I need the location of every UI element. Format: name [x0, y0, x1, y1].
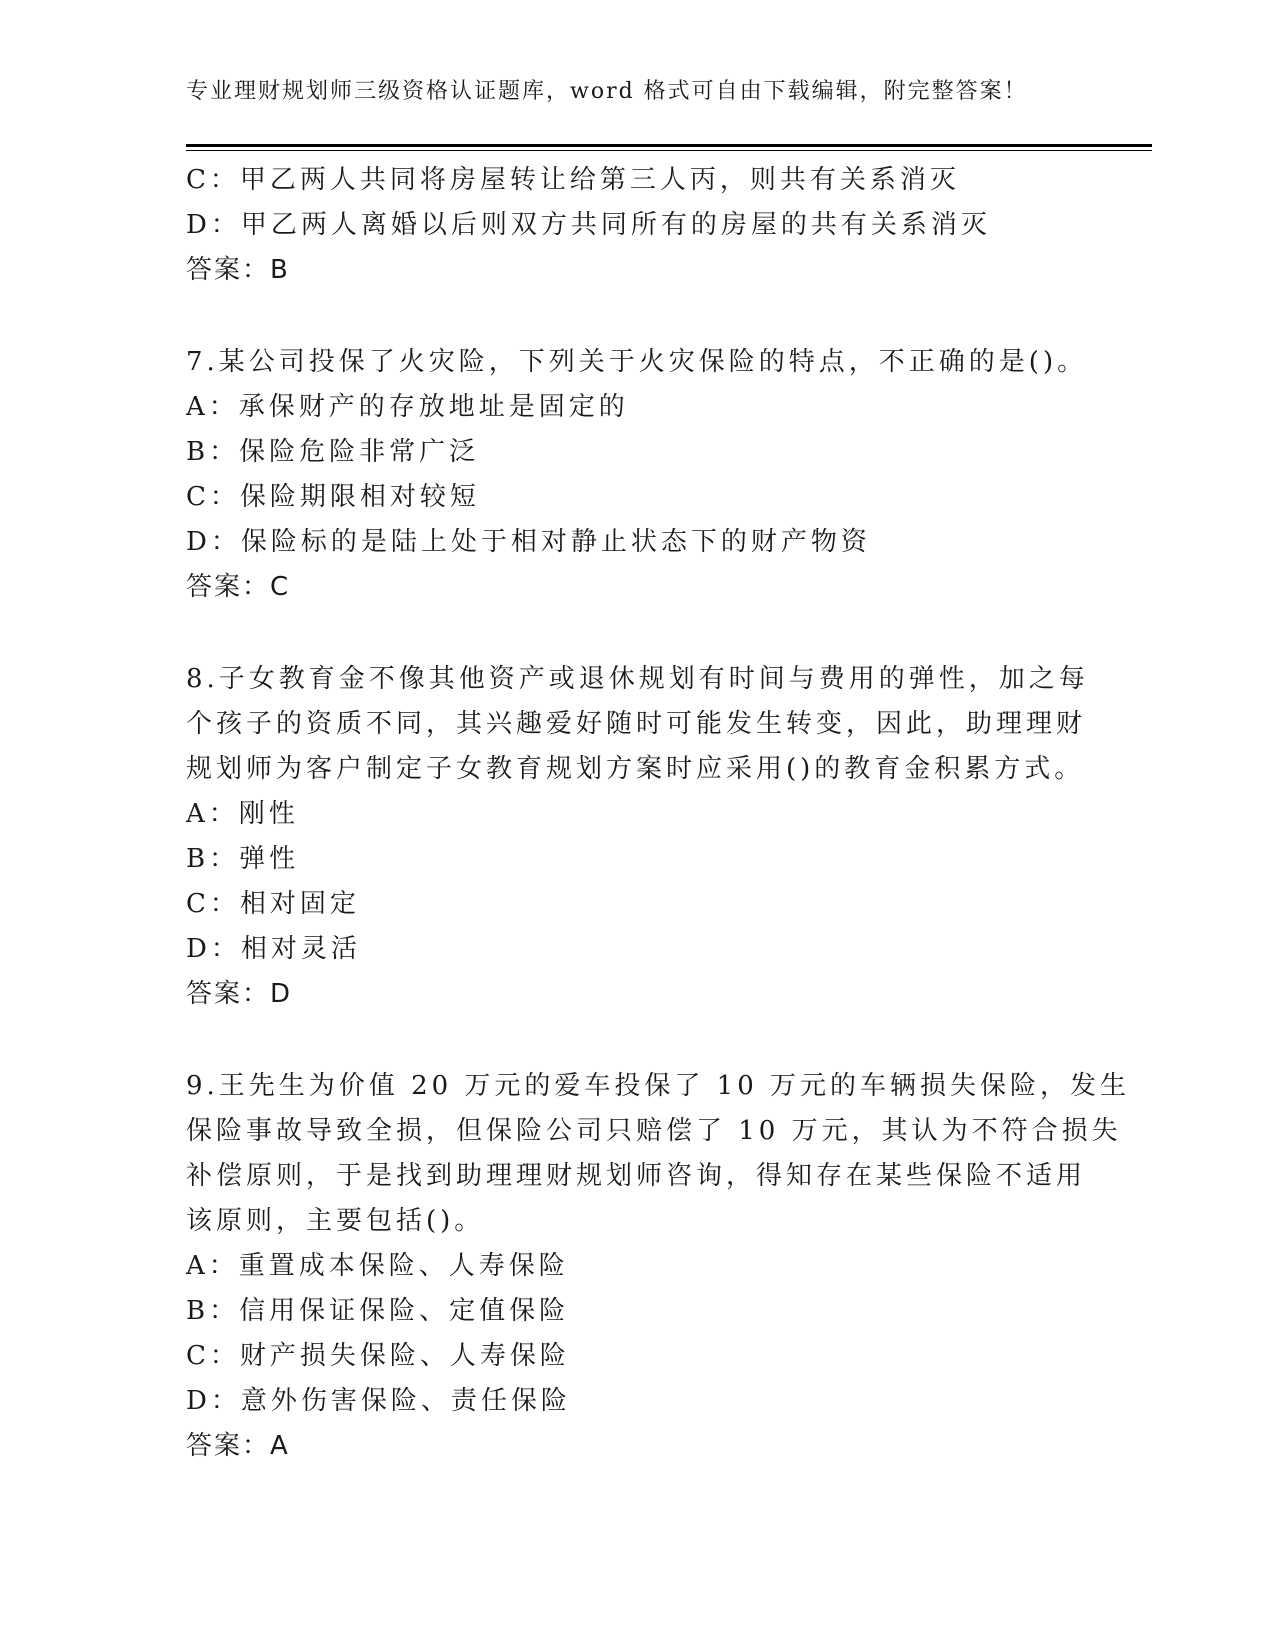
option-a: A：重置成本保险、人寿保险 — [186, 1251, 569, 1281]
option-a: A：刚性 — [186, 799, 299, 829]
option-c: C：财产损失保险、人寿保险 — [186, 1341, 570, 1371]
option-c: C：甲乙两人共同将房屋转让给第三人丙，则共有关系消灭 — [186, 165, 960, 195]
answer-line: 答案：C — [186, 572, 291, 602]
spacer — [186, 1017, 1086, 1064]
page-header: 专业理财规划师三级资格认证题库，word 格式可自由下载编辑，附完整答案！ — [186, 79, 1028, 104]
question-stem: 7.某公司投保了火灾险，下列关于火灾保险的特点，不正确的是()。 — [186, 347, 1088, 377]
question-stem: 保险事故导致全损，但保险公司只赔偿了 10 万元，其认为不符合损失 — [186, 1116, 1122, 1146]
spacer — [186, 610, 1086, 657]
option-a: A：承保财产的存放地址是固定的 — [186, 392, 629, 422]
spacer — [186, 293, 1086, 340]
header-rule-thin — [186, 150, 1152, 151]
option-b: B：弹性 — [186, 844, 300, 874]
question-stem: 个孩子的资质不同，其兴趣爱好随时可能发生转变，因此，助理理财 — [186, 709, 1087, 739]
option-c: C：相对固定 — [186, 889, 360, 919]
option-d: D：相对灵活 — [186, 934, 361, 964]
question-7-block — [186, 340, 1086, 610]
option-d: D：意外伤害保险、责任保险 — [186, 1386, 571, 1416]
question-stem: 8.子女教育金不像其他资产或退休规划有时间与费用的弹性，加之每 — [186, 664, 1089, 694]
option-d: D：甲乙两人离婚以后则双方共同所有的房屋的共有关系消灭 — [186, 210, 991, 240]
question-stem: 规划师为客户制定子女教育规划方案时应采用()的教育金积累方式。 — [186, 754, 1085, 784]
header-rule-thick — [186, 144, 1152, 147]
question-9-block — [186, 1064, 1131, 1469]
question-8-block — [186, 657, 1089, 1017]
answer-line: 答案：B — [186, 255, 290, 285]
question-content — [186, 158, 1131, 1469]
question-stem: 9.王先生为价值 20 万元的爱车投保了 10 万元的车辆损失保险，发生 — [186, 1071, 1131, 1101]
question-stem: 补偿原则，于是找到助理理财规划师咨询，得知存在某些保险不适用 — [186, 1161, 1087, 1191]
prev-question-block — [186, 158, 1086, 293]
answer-line: 答案：D — [186, 979, 293, 1009]
option-b: B：信用保证保险、定值保险 — [186, 1296, 570, 1326]
answer-line: 答案：A — [186, 1431, 290, 1461]
question-stem: 该原则，主要包括()。 — [186, 1206, 485, 1236]
option-d: D：保险标的是陆上处于相对静止状态下的财产物资 — [186, 527, 871, 557]
option-c: C：保险期限相对较短 — [186, 482, 480, 512]
option-b: B：保险危险非常广泛 — [186, 437, 480, 467]
